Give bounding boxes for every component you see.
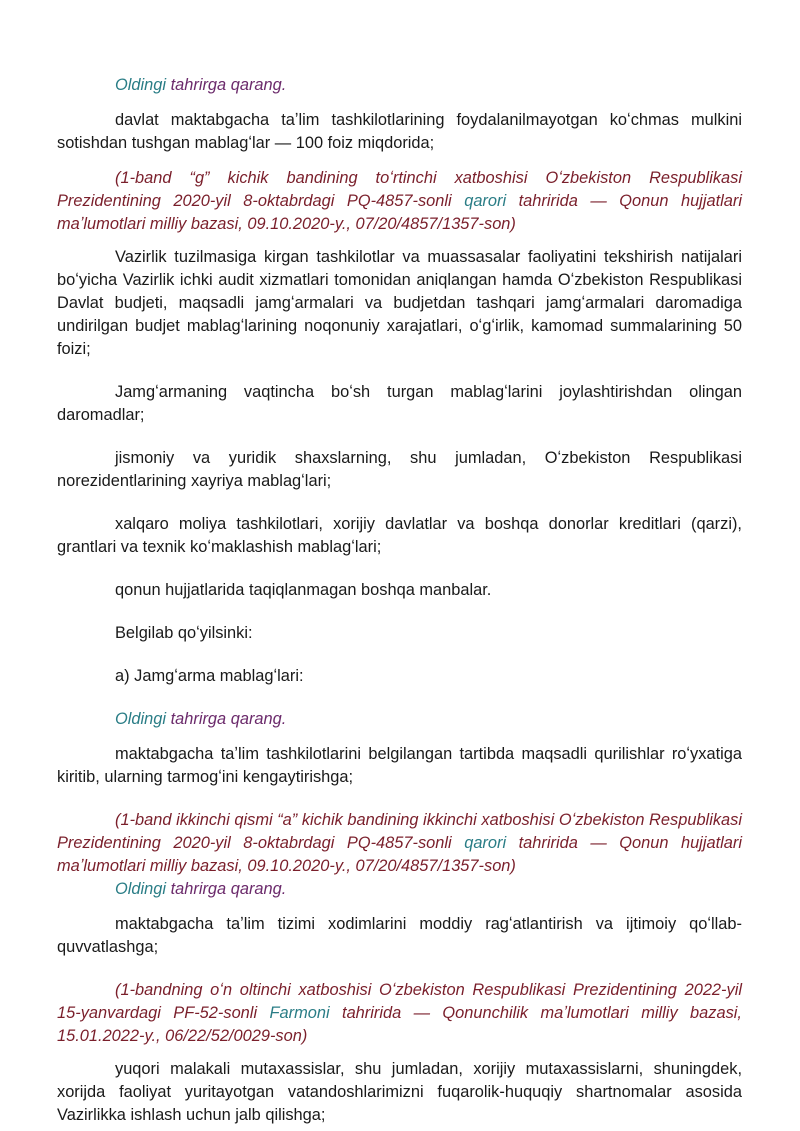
- amendment-note-text: tahririda — Qonun hujjatlari maʼlumotlari milliy bazasi, 09.10.2020-y., 07/20/4857/1357-son): [57, 834, 742, 875]
- paragraph: Jamgʻarmaning vaqtincha boʻsh turgan mablagʻlarini joylashtirishdan olingan daromadlar;: [57, 383, 742, 424]
- document-body: [57, 74, 742, 1127]
- previous-edition-text: tahrirga qarang.: [166, 76, 287, 94]
- previous-edition-text: tahrirga qarang.: [166, 880, 287, 898]
- paragraph: yuqori malakali mutaxassislar, shu jumladan, xorijiy mutaxassislarni, shuningdek, xorijda faoliyat yuritayotgan vatandoshlarimizni fuqarolik-huquqiy shartnomalar asosida Vazirlikka ishlash uchun jalb qilishga;: [57, 1060, 742, 1124]
- previous-edition-note: [57, 74, 742, 97]
- previous-edition-text: tahrirga qarang.: [166, 710, 287, 728]
- amendment-source-link[interactable]: qarori: [464, 834, 507, 852]
- paragraph: maktabgacha taʼlim tashkilotlarini belgilangan tartibda maqsadli qurilishlar roʻyxatiga kiritib, ularning tarmogʻini kengaytirishga;: [57, 745, 742, 786]
- paragraph: xalqaro moliya tashkilotlari, xorijiy davlatlar va boshqa donorlar kreditlari (qarzi), grantlari va texnik koʻmaklashish mablagʻlari;: [57, 515, 742, 556]
- amendment-note-text: (1-bandning oʻn oltinchi xatboshisi Oʻzbekiston Respublikasi Prezidentining 2022-yil 15-yanvardagi PF-52-sonli: [57, 981, 742, 1022]
- amendment-note: [57, 979, 742, 1048]
- amendment-note-text: tahririda — Qonun hujjatlari maʼlumotlari milliy bazasi, 09.10.2020-y., 07/20/4857/1357-son): [57, 192, 742, 233]
- amendment-source-link[interactable]: Farmoni: [269, 1004, 330, 1022]
- paragraph: Belgilab qoʻyilsinki:: [115, 624, 253, 642]
- previous-edition-link[interactable]: Oldingi: [115, 880, 167, 898]
- paragraph: Vazirlik tuzilmasiga kirgan tashkilotlar va muassasalar faoliyatini tekshirish natijalari boʻyicha Vazirlik ichki audit xizmatlari tomonidan aniqlangan hamda Oʻzbekiston Respublikasi Davlat budjeti, maqsadli jamgʻarmalari va budjetdan tashqari jamgʻarmalari daromadiga undirilgan budjet mablagʻlarining noqonuniy xarajatlari, oʻgʻirlik, kamomad summalarining 50 foizi;: [57, 248, 742, 358]
- paragraph: davlat maktabgacha taʼlim tashkilotlarining foydalanilmayotgan koʻchmas mulkini sotishdan tushgan mablagʻlar — 100 foiz miqdorida;: [57, 111, 742, 152]
- previous-edition-note: [57, 878, 742, 901]
- previous-edition-link[interactable]: Oldingi: [115, 76, 167, 94]
- amendment-note-text: (1-band “g” kichik bandining toʻrtinchi xatboshisi Oʻzbekiston Respublikasi Prezidentining 2020-yil 8-oktabrdagi PQ-4857-sonli: [57, 169, 742, 210]
- paragraph: maktabgacha taʼlim tizimi xodimlarini moddiy ragʻatlantirish va ijtimoiy qoʻllab-quvvatlashga;: [57, 915, 742, 956]
- amendment-note: [57, 809, 742, 878]
- previous-edition-link[interactable]: Oldingi: [115, 710, 167, 728]
- paragraph: jismoniy va yuridik shaxslarning, shu jumladan, Oʻzbekiston Respublikasi norezidentlarining xayriya mablagʻlari;: [57, 449, 742, 490]
- amendment-source-link[interactable]: qarori: [464, 192, 507, 210]
- amendment-note-text: tahririda — Qonunchilik maʼlumotlari milliy bazasi, 15.01.2022-y., 06/22/52/0029-son): [57, 1004, 742, 1045]
- paragraph: qonun hujjatlarida taqiqlanmagan boshqa manbalar.: [115, 581, 492, 599]
- amendment-note-text: (1-band ikkinchi qismi “a” kichik bandining ikkinchi xatboshisi Oʻzbekiston Respublikasi Prezidentining 2020-yil 8-oktabrdagi PQ-4857-sonli: [57, 811, 742, 852]
- paragraph: a) Jamgʻarma mablagʻlari:: [115, 667, 304, 685]
- previous-edition-note: [57, 708, 742, 731]
- amendment-note: [57, 167, 742, 236]
